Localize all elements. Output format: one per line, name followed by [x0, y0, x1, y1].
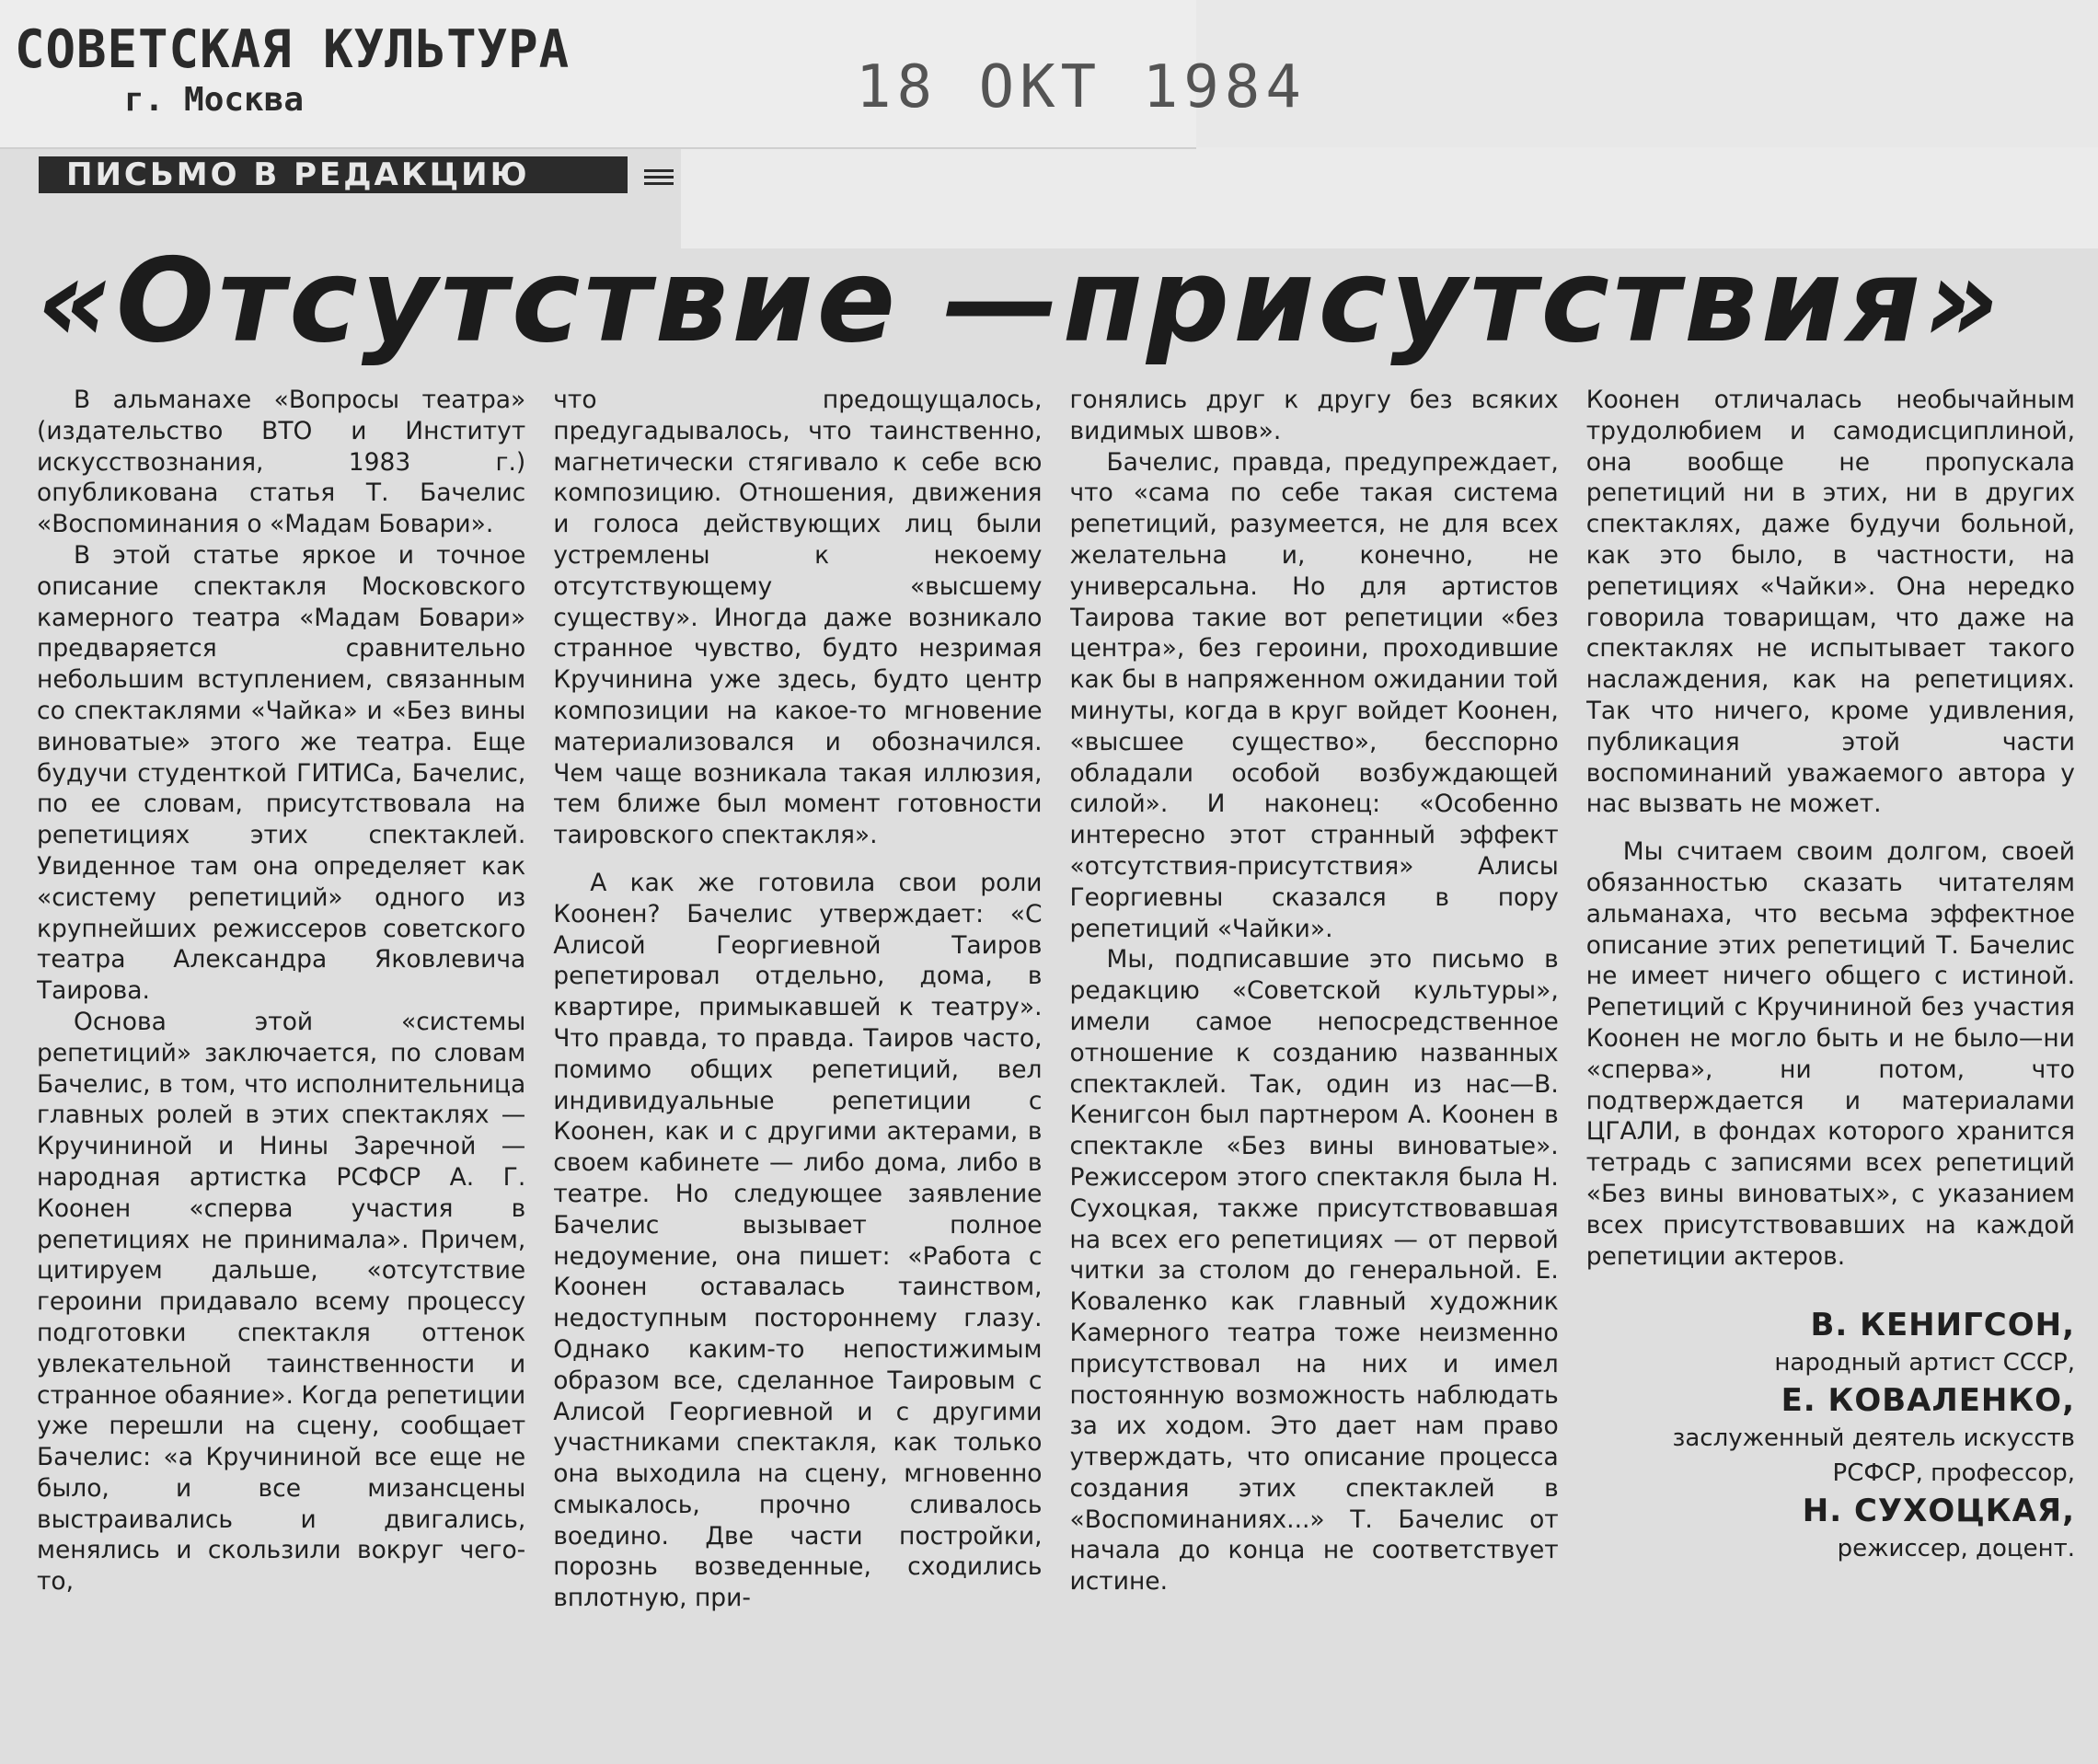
signature-title: заслуженный деятель искусств РСФСР, профессор,: [1672, 1424, 2075, 1488]
signature-title: режиссер, доцент.: [1837, 1535, 2075, 1563]
paragraph: В этой статье яркое и точное описание спектакля Московского камерного театра «Мадам Бовари» предваряется сравнительно небольшим вступлением, связанным со спектаклями «Чайка» и «Без вины виноватые» этого же театра. Еще будучи студенткой ГИТИСа, Бачелис, по ее словам, присутствовала на репетициях этих спектаклей. Увиденное там она определяет как «систему репетиций» одного из крупнейших режиссеров советского театра Александра Яковлевича Таирова.: [37, 540, 526, 1006]
paragraph: Мы, подписавшие это письмо в редакцию «Советской культуры», имели самое непосредственное отношение к созданию названных спектаклей. Так, один из нас—В. Кенигсон был партнером А. Коонен в спектакле «Без вины виноватые». Режиссером этого спектакля была Н. Сухоцкая, также присутствовавшая на всех его репетициях — от первой читки за столом до генеральной. Е. Коваленко как главный художник Камерного театра тоже неизменно присутствовал на них и имел постоянную возможность наблюдать за их ходом. Это дает нам право утверждать, что описание процесса создания этих спектаклей в «Воспоминаниях...» Т. Бачелис от начала до конца не соответствует истине.: [1069, 945, 1559, 1597]
signature-name: В. КЕНИГСОН,: [1810, 1307, 2075, 1344]
signature-name: Н. СУХОЦКАЯ,: [1802, 1493, 2075, 1530]
article-columns: [37, 385, 2075, 1756]
signature-title: народный артист СССР,: [1774, 1349, 2075, 1378]
newspaper-masthead-stamp: СОВЕТСКАЯ КУЛЬТУРА: [15, 18, 571, 80]
paragraph-continuation: гонялись друг к другу без всяких видимых швов».: [1069, 386, 1559, 445]
paragraph: А как же готовила свои роли Коонен? Бачелис утверждает: «С Алисой Георгиевной Таиров репетировал отдельно, дома, в квартире, примыкавшей к театру». Что правда, то правда. Таиров часто, помимо общих репетиций, вел индивидуальные репетиции с Коонен, как и с другими актерами, в своем кабинете — либо дома, либо в театре. Но следующее заявление Бачелис вызывает полное недоумение, она пишет: «Работа с Коонен оставалась таинством, недоступным постороннему глазу. Однако каким-то непостижимым образом все, сделанное Таировым с Алисой Георгиевной и с другими участниками спектакля, как только она выходила на сцену, мгновенно смыкалось, прочно сливалось воедино. Две части постройки, порознь возведенные, сходились вплотную, при-: [553, 868, 1043, 1613]
signatures-block: [1586, 1305, 2075, 1566]
paragraph: В альманахе «Вопросы театра» (издательство ВТО и Институт искусствознания, 1983 г.) опубликована статья Т. Бачелис «Воспоминания о «Мадам Бовари».: [37, 386, 526, 539]
stamp-strip: [0, 0, 1307, 149]
signature-name: Е. КОВАЛЕНКО,: [1781, 1382, 2075, 1420]
date-stamp: 18 ОКТ 1984: [856, 53, 1307, 121]
rubric-banner: ПИСЬМО В РЕДАКЦИЮ: [39, 156, 628, 193]
paragraph: Основа этой «системы репетиций» заключается, по словам Бачелис, в том, что исполнительница главных ролей в этих спектаклях — Кручининой и Нины Заречной — народная артистка РСФСР А. Г. Коонен «сперва участия в репетициях не принимала». Причем, цитируем дальше, «отсутствие героини придавало всему процессу подготовки спектакля оттенок увлекательной таинственности и странное обаяние». Когда репетиции уже перешли на сцену, сообщает Бачелис: «а Кручининой все еще не было, и все мизансцены выстраивались и двигались, менялись и скользили вокруг чего-то,: [37, 1007, 526, 1597]
article-headline: «Отсутствие —присутствия»: [37, 233, 2003, 368]
column-3: [1070, 385, 1559, 1756]
paragraph-continuation: Коонен отличалась необычайным трудолюбием и самодисциплиной, она вообще не пропускала репетиций ни в этих, ни в других спектаклях, даже будучи больной, как это было, в частности, на репетициях «Чайки». Она нередко говорила товарищам, что даже на спектаклях не испытывает такого наслаждения, как на репетициях. Так что ничего, кроме удивления, публикация этой части воспоминаний уважаемого автора у нас вызвать не может.: [1585, 386, 2075, 819]
column-1: [37, 385, 525, 1756]
paragraph-continuation: что предощущалось, предугадывалось, что таинственно, магнетически стягивало к себе всю композицию. Отношения, движения и голоса действующих лиц были устремлены к некоему отсутствующему «высшему существу». Иногда даже возникало странное чувство, будто незримая Кручинина уже здесь, будто центр композиции на какое-то мгновение материализовался и обозначился. Чем чаще возникала такая иллюзия, тем ближе был момент готовности таировского спектакля».: [553, 386, 1043, 850]
rubric-decoration: [644, 169, 674, 188]
paragraph: Мы считаем своим долгом, своей обязанностью сказать читателям альманаха, что весьма эффектное описание этих репетиций Т. Бачелис не имеет ничего общего с истиной. Репетиций с Кручининой без участия Коонен не могло быть и не было—ни «сперва», ни потом, что подтверждается и материалами ЦГАЛИ, в фондах которого хранится тетрадь с записями всех репетиций «Без вины виноватых», с указанием всех присутствовавших на каждой репетиции актеров.: [1585, 837, 2075, 1271]
newspaper-city-stamp: г. Москва: [124, 81, 305, 119]
paragraph: Бачелис, правда, предупреждает, что «сама по себе такая система репетиций, разумеется, не для всех желательна и, конечно, не универсальна. Но для артистов Таирова такие вот репетиции «без центра», без героини, проходившие как бы в напряженном ожидании той минуты, когда в круг войдет Коонен, «высшее существо», бесспорно обладали особой возбуждающей силой». И наконец: «Особенно интересно этот странный эффект «отсутствия-присутствия» Алисы Георгиевны сказался в пору репетиций «Чайки».: [1069, 447, 1559, 943]
column-2: [553, 385, 1042, 1756]
column-4: [1586, 385, 2075, 1756]
